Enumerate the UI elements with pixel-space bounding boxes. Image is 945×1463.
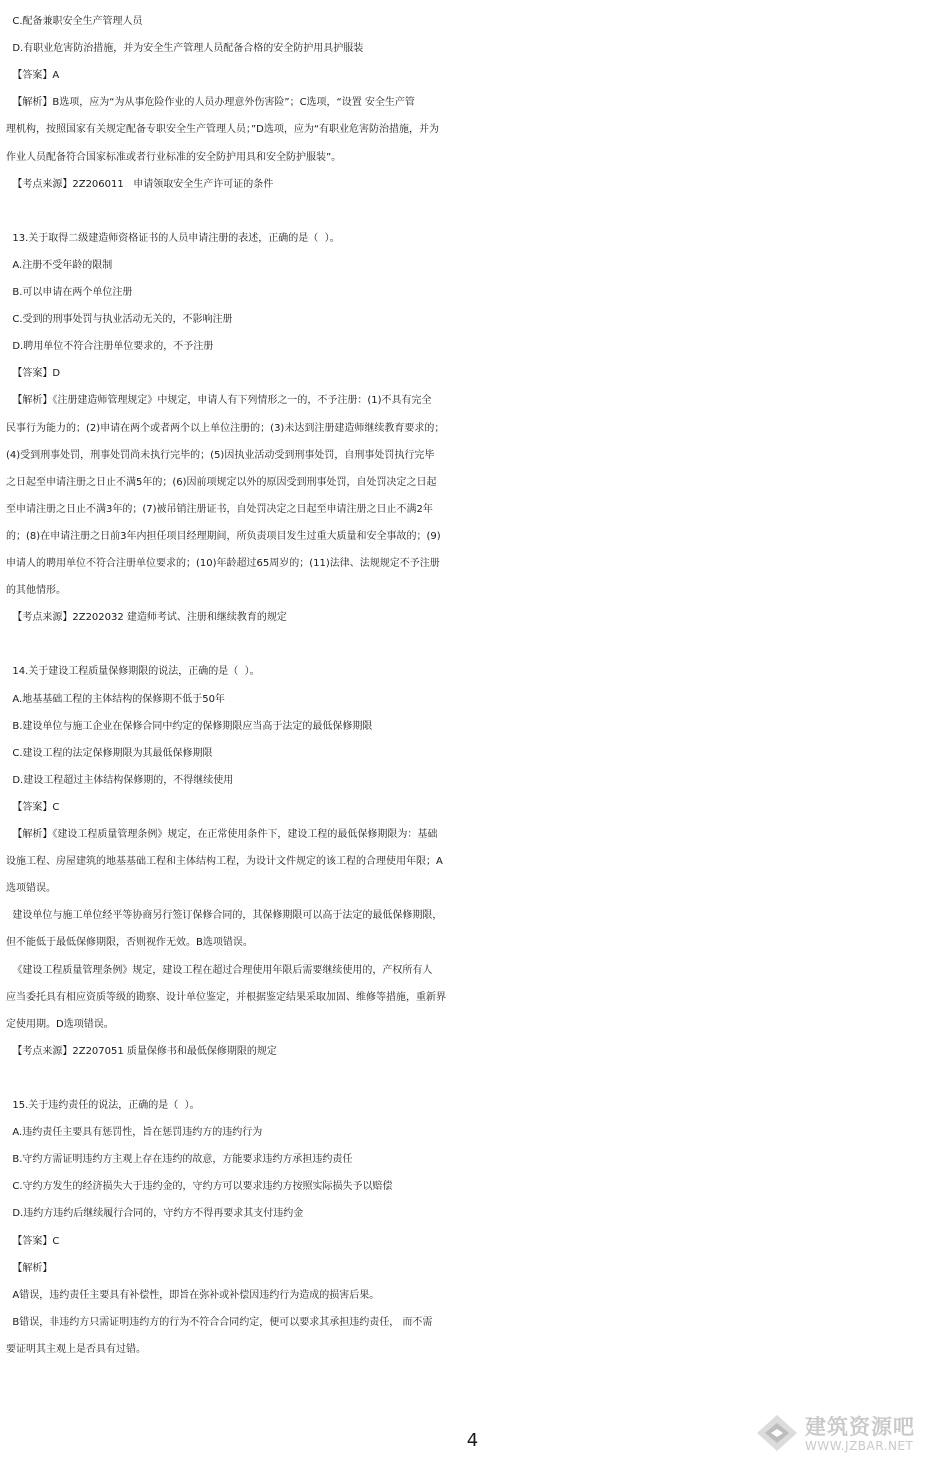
text-line: 【解析】B选项，应为“为从事危险作业的人员办理意外伤害险”；C选项，“设置 安全生产管 — [6, 97, 415, 109]
text-line: D.违约方违约后继续履行合同的，守约方不得再要求其支付违约金 — [6, 1208, 304, 1220]
text-line: A.注册不受年龄的限制 — [6, 259, 113, 271]
text-line: 【答案】A — [6, 70, 60, 82]
text-line: (4)受到刑事处罚，刑事处罚尚未执行完毕的；(5)因执业活动受到刑事处罚，自刑事处罚执行完毕 — [6, 449, 435, 461]
text-line: 【答案】C — [6, 801, 60, 813]
text-line: 15.关于违约责任的说法，正确的是（ ）。 — [6, 1100, 200, 1111]
text-line: 建设单位与施工单位经平等协商另行签订保修合同的，其保修期限可以高于法定的最低保修期限， — [6, 910, 443, 922]
text-line: 应当委托具有相应资质等级的勘察、设计单位鉴定，并根据鉴定结果采取加固、维修等措施，重新界 — [6, 991, 446, 1003]
text-line: 的；(8)在申请注册之日前3年内担任项目经理期间，所负责项目发生过重大质量和安全事故的；(9) — [6, 530, 441, 542]
text-line: 申请人的聘用单位不符合注册单位要求的；(10)年龄超过65周岁的；(11)法律、法规规定不予注册 — [6, 558, 440, 569]
text-line: 要证明其主观上是否具有过错。 — [6, 1343, 146, 1355]
text-line: D.有职业危害防治措施，并为安全生产管理人员配备合格的安全防护用具护服装 — [6, 43, 364, 55]
text-line: 【解析】《建设工程质量管理条例》规定，在正常使用条件下，建设工程的最低保修期限为：基础 — [6, 829, 438, 840]
text-line: B.可以申请在两个单位注册 — [6, 287, 133, 298]
text-line: 选项错误。 — [6, 883, 56, 895]
text-line: C.受到的刑事处罚与执业活动无关的，不影响注册 — [6, 314, 233, 326]
watermark-url: WWW.JZBAR.NET — [805, 1439, 914, 1453]
text-line: A.地基基础工程的主体结构的保修期不低于50年 — [6, 693, 225, 705]
watermark-logo-icon — [755, 1413, 799, 1453]
text-line: 作业人员配备符合国家标准或者行业标准的安全防护用具和安全防护服装”。 — [6, 151, 342, 163]
text-line: 【解析】 — [6, 1262, 53, 1274]
text-line: 理机构，按照国家有关规定配备专职安全生产管理人员；”D选项，应为“有职业危害防治措施，并为 — [6, 124, 440, 136]
text-line: B错误，非违约方只需证明违约方的行为不符合合同约定，便可以要求其承担违约责任， 而不需 — [6, 1316, 433, 1328]
text-line: A错误，违约责任主要具有补偿性，即旨在弥补或补偿因违约行为造成的损害后果。 — [6, 1289, 380, 1301]
text-line: 设施工程、房屋建筑的地基基础工程和主体结构工程，为设计文件规定的该工程的合理使用年限；A — [6, 856, 443, 868]
text-line: B.守约方需证明违约方主观上存在违约的故意，方能要求违约方承担违约责任 — [6, 1154, 353, 1166]
text-line: A.违约责任主要具有惩罚性，旨在惩罚违约方的违约行为 — [6, 1127, 263, 1139]
text-line: 【考点来源】2Z206011 申请领取安全生产许可证的条件 — [6, 178, 274, 190]
text-line: 之日起至申请注册之日止不满5年的；(6)因前项规定以外的原因受到刑事处罚，自处罚决定之日起 — [6, 476, 437, 488]
text-line: 的其他情形。 — [6, 585, 66, 597]
text-line: 定使用期。D选项错误。 — [6, 1018, 114, 1030]
text-line: 14.关于建设工程质量保修期限的说法，正确的是（ ）。 — [6, 666, 260, 678]
text-line: 13.关于取得二级建造师资格证书的人员申请注册的表述，正确的是（ ）。 — [6, 232, 340, 244]
text-line: 【考点来源】2Z202032 建造师考试、注册和继续教育的规定 — [6, 612, 287, 624]
watermark — [755, 1409, 935, 1457]
text-line: 【答案】D — [6, 368, 61, 380]
text-line: C.配备兼职安全生产管理人员 — [6, 16, 143, 27]
text-line: C.守约方发生的经济损失大于违约金的，守约方可以要求违约方按照实际损失予以赔偿 — [6, 1181, 393, 1193]
text-line: 民事行为能力的；(2)申请在两个或者两个以上单位注册的；(3)未达到注册建造师继续教育要求的； — [6, 422, 445, 434]
text-line: D.聘用单位不符合注册单位要求的，不予注册 — [6, 341, 214, 353]
blank-line — [0, 1065, 945, 1092]
text-line: 至申请注册之日止不满3年的；(7)被吊销注册证书，自处罚决定之日起至申请注册之日止不满2年 — [6, 503, 433, 515]
text-line: D.建设工程超过主体结构保修期的，不得继续使用 — [6, 774, 234, 786]
text-line: 【考点来源】2Z207051 质量保修书和最低保修期限的规定 — [6, 1045, 277, 1057]
blank-line — [0, 631, 945, 658]
text-line: 《建设工程质量管理条例》规定，建设工程在超过合理使用年限后需要继续使用的，产权所有人 — [6, 964, 433, 976]
text-line: 【答案】C — [6, 1235, 60, 1247]
text-line: 【解析】《注册建造师管理规定》中规定，申请人有下列情形之一的，不予注册：(1)不具有完全 — [6, 395, 432, 407]
blank-line — [0, 198, 945, 225]
watermark-name: 建筑资源吧 — [805, 1415, 915, 1439]
page-number: 4 — [466, 1430, 479, 1451]
text-line: C.建设工程的法定保修期限为其最低保修期限 — [6, 747, 213, 759]
text-line: 但不能低于最低保修期限，否则视作无效。B选项错误。 — [6, 937, 253, 949]
text-line: B.建设单位与施工企业在保修合同中约定的保修期限应当高于法定的最低保修期限 — [6, 720, 373, 732]
